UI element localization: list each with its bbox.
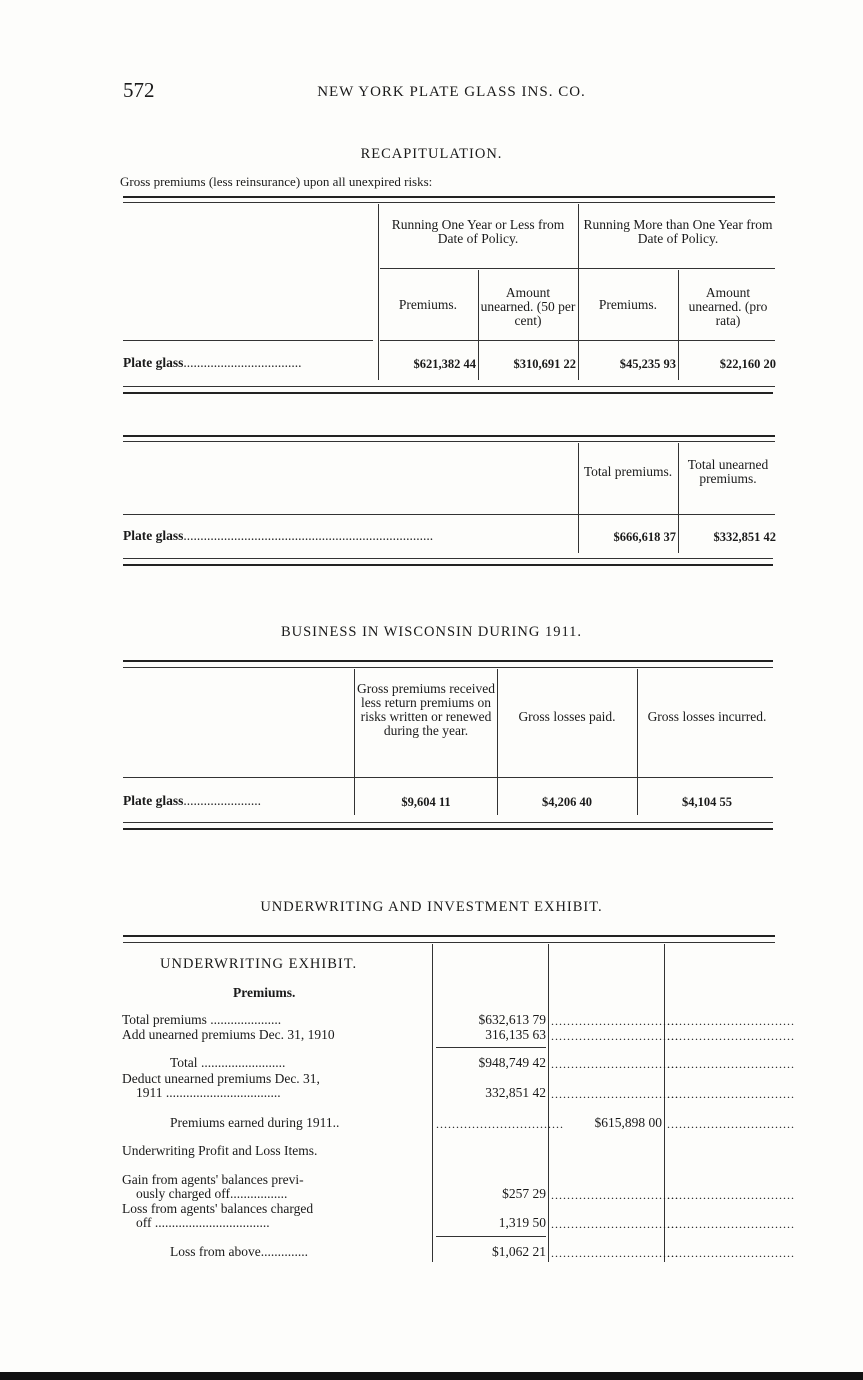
leader-dots: ................................ [551,1087,679,1101]
recap-group1-header: Running One Year or Less from Date of Policy. [391,217,565,246]
wisconsin-value: $9,604 11 [401,795,451,809]
uw-row-label: Underwriting Profit and Loss Items. [122,1143,318,1158]
uw-row-label: Add unearned premiums Dec. 31, 1910 [122,1027,335,1042]
leader-dots: ................................ [667,1217,795,1231]
wisconsin-col3: Gross losses incurred. [647,709,767,724]
premiums-heading: Premiums. [233,985,296,1000]
uw-row-value: $948,749 42 [478,1055,546,1070]
leader-dots: ................................ [436,1117,564,1131]
uw-row-value: $1,062 21 [492,1244,546,1259]
uw-row-label: Premiums earned during 1911.. [170,1115,340,1130]
uw-row-value: 316,135 63 [485,1027,546,1042]
recap-intro: Gross premiums (less reinsurance) upon all unexpired risks: [120,174,433,189]
leader-dots: ................................ [667,1087,795,1101]
leader-dots: ................................ [667,1117,795,1131]
totals-value: $666,618 37 [613,530,676,544]
leader-dots: ................................ [667,1029,795,1043]
underwriting-sub-title: UNDERWRITING EXHIBIT. [160,956,358,972]
uw-row-label: off .................................. [136,1215,270,1230]
recap-col-unearned-pro: Amount unearned. (pro rata) [688,285,768,328]
wisconsin-col1: Gross premiums received less return premiums on risks written or renewed during the year. [357,681,495,738]
leader-dots: ................................ [667,1188,795,1202]
uw-row-label: Gain from agents' balances previ- [122,1172,304,1187]
leader-dots: ................................ [667,1246,795,1260]
uw-row-value: $615,898 00 [594,1115,662,1130]
wisconsin-row-label: Plate glass....................... [123,793,261,808]
uw-row-value: 1,319 50 [498,1215,546,1230]
uw-row-value: $632,613 79 [478,1012,546,1027]
underwriting-title: UNDERWRITING AND INVESTMENT EXHIBIT. [260,899,603,915]
recap-value: $621,382 44 [413,357,476,371]
leader-dots: ................................ [667,1057,795,1071]
recap-col-premiums: Premiums. [398,297,458,312]
recap-col-unearned-50: Amount unearned. (50 per cent) [480,285,576,328]
uw-row-label: Total ......................... [170,1055,286,1070]
uw-row-label: ously charged off................. [136,1186,288,1201]
wisconsin-value: $4,206 40 [542,795,592,809]
scan-edge [0,1372,863,1380]
recap-title: RECAPITULATION. [360,146,503,162]
leader-dots: ................................ [551,1217,679,1231]
totals-row-label: Plate glass.......................................................................... [123,528,434,543]
page-number: 572 [123,78,155,102]
uw-row-label: Loss from above.............. [170,1244,308,1259]
recap-col-premiums2: Premiums. [598,297,658,312]
recap-value: $45,235 93 [619,357,676,371]
recap-value: $310,691 22 [513,357,576,371]
wisconsin-value: $4,104 55 [682,795,732,809]
wisconsin-title: BUSINESS IN WISCONSIN DURING 1911. [280,624,583,640]
recap-group2-header: Running More than One Year from Date of Policy. [583,217,773,246]
totals-col-premiums: Total premiums. [583,464,673,479]
leader-dots: ................................ [551,1014,679,1028]
uw-row-value: $257 29 [502,1186,546,1201]
wisconsin-col2: Gross losses paid. [518,709,616,724]
running-head: NEW YORK PLATE GLASS INS. CO. [317,84,586,100]
uw-row-label: Total premiums ..................... [122,1012,282,1027]
leader-dots: ................................ [551,1188,679,1202]
totals-value: $332,851 42 [713,530,776,544]
uw-row-value: 332,851 42 [485,1085,546,1100]
uw-row-label: Deduct unearned premiums Dec. 31, [122,1071,320,1086]
leader-dots: ................................ [551,1057,679,1071]
uw-row-label: 1911 .................................. [136,1085,281,1100]
leader-dots: ................................ [551,1246,679,1260]
uw-row-label: Loss from agents' balances charged [122,1201,314,1216]
recap-row-label: Plate glass................................... [123,355,302,370]
recap-value: $22,160 20 [719,357,776,371]
leader-dots: ................................ [551,1029,679,1043]
totals-col-unearned: Total unearned premiums. [687,457,769,486]
leader-dots: ................................ [667,1014,795,1028]
